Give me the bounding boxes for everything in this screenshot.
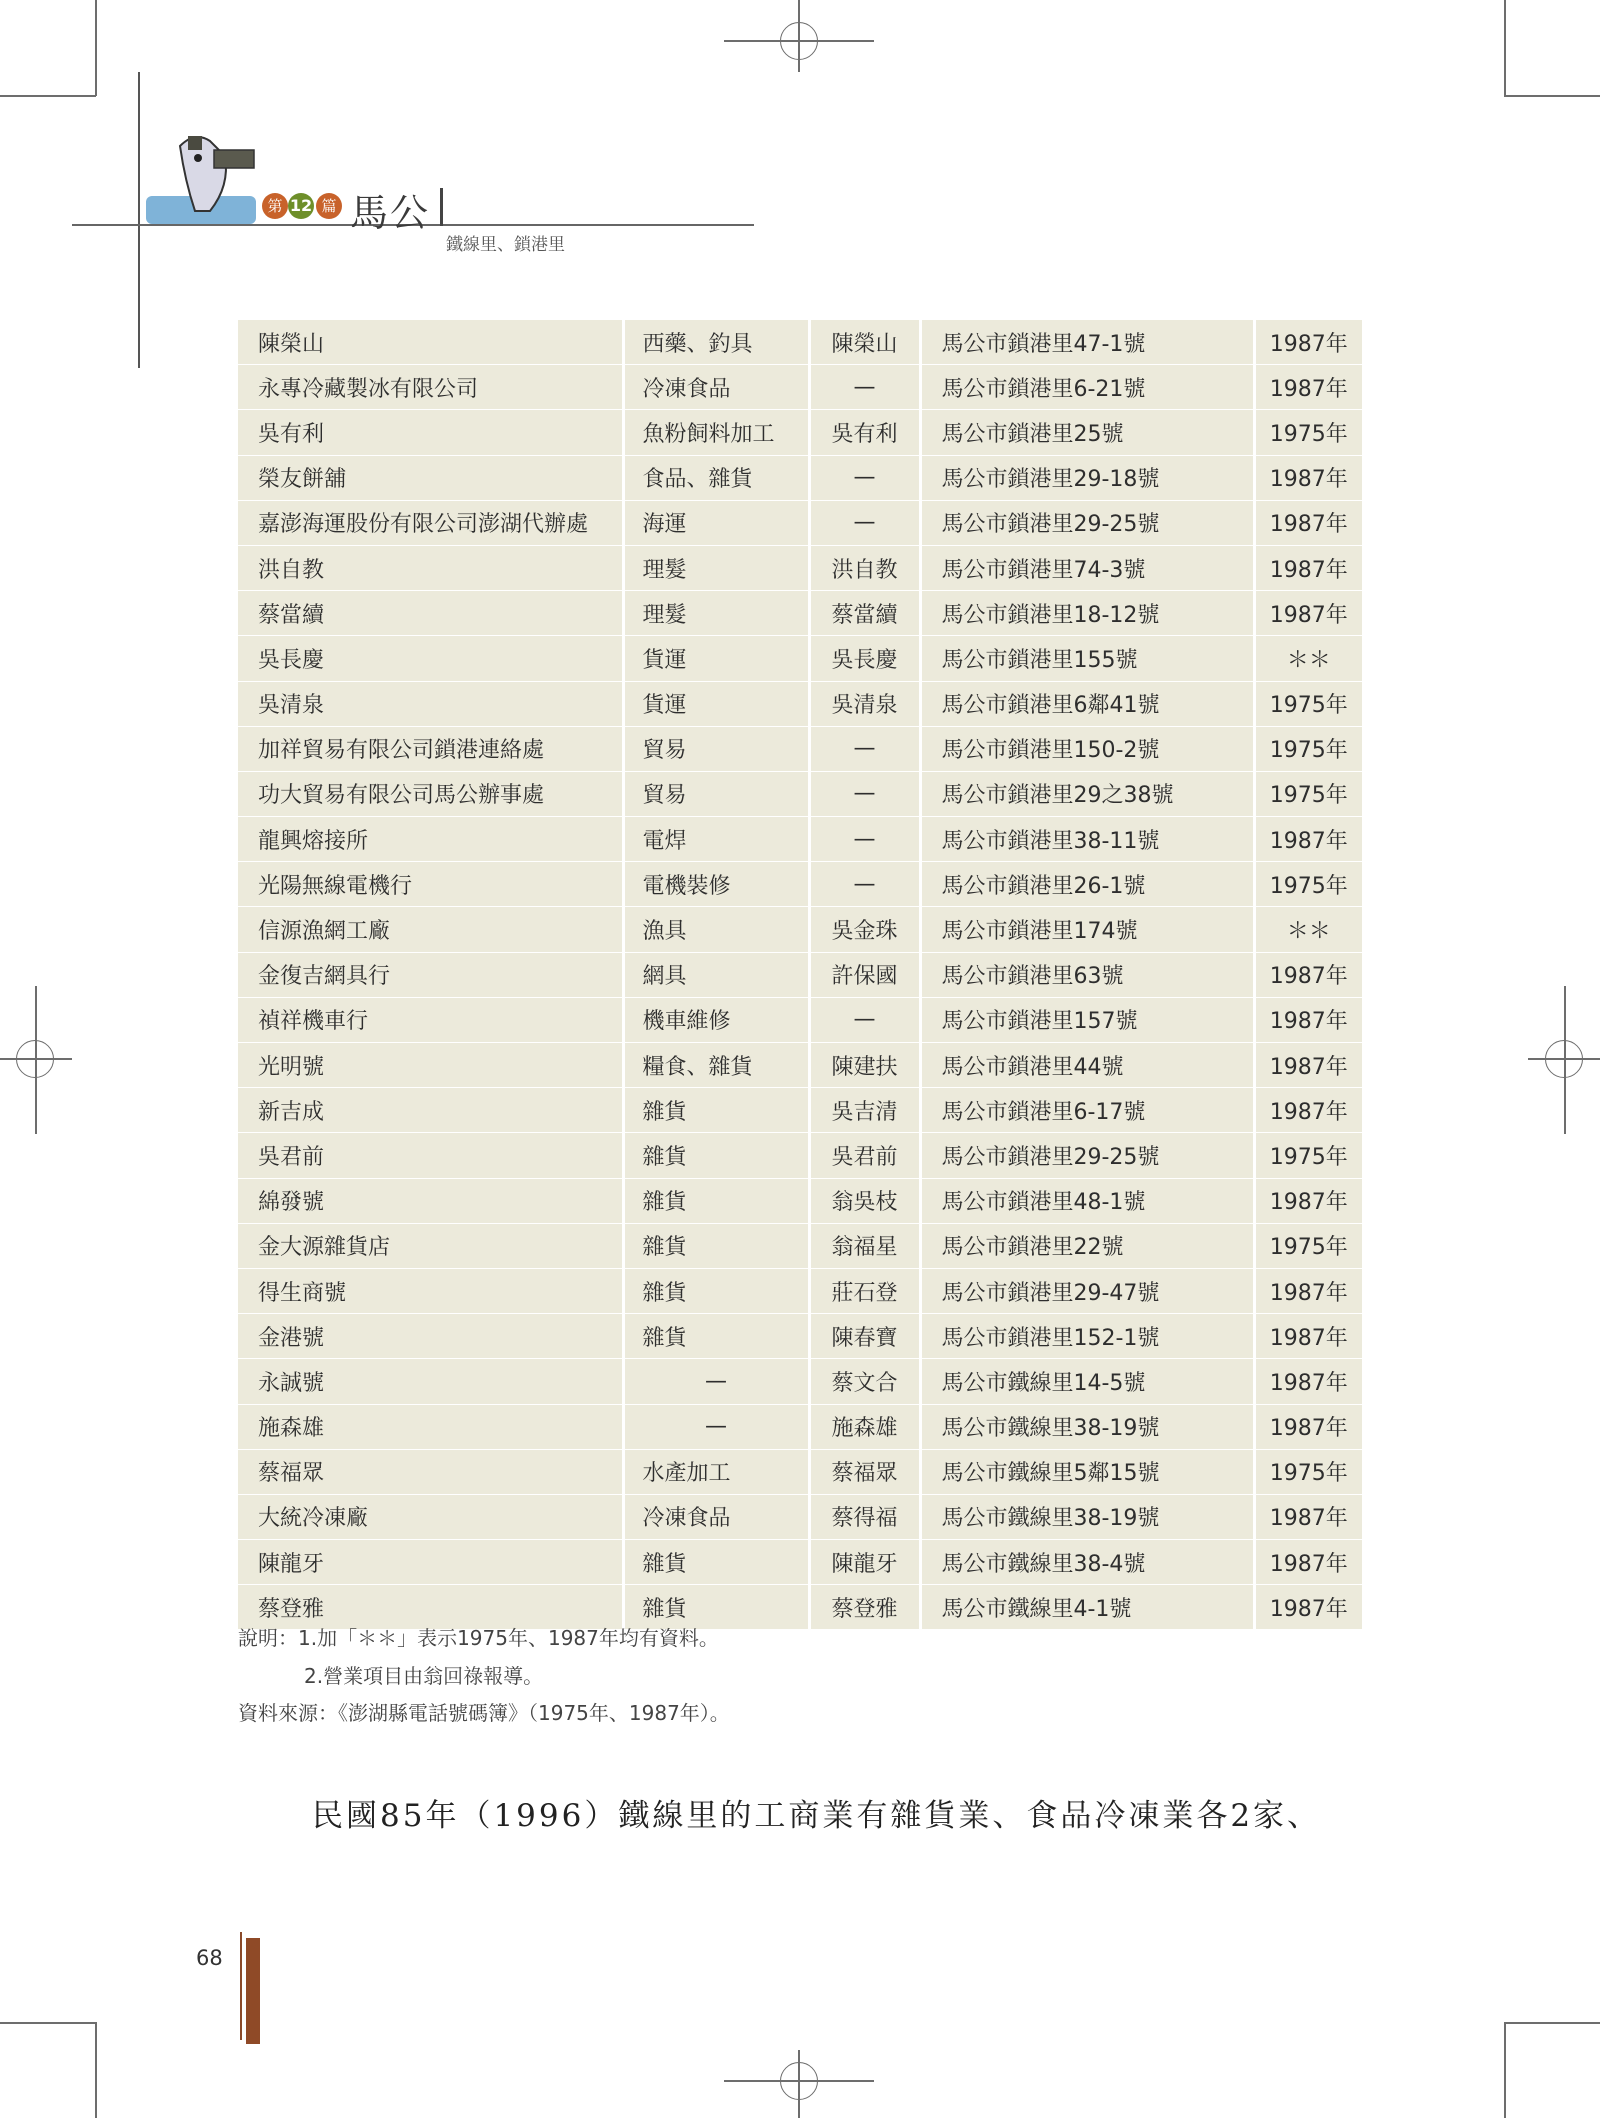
cell-year: 1975年 — [1254, 862, 1362, 907]
table-row — [238, 1178, 1362, 1223]
cell-owner: — — [809, 817, 920, 862]
cell-owner: — — [809, 365, 920, 410]
cell-address: 馬公市鎖港里150-2號 — [920, 726, 1254, 771]
cell-year: 1987年 — [1254, 817, 1362, 862]
cell-business-item: 雜貨 — [623, 1540, 809, 1585]
cell-business-item: 冷凍食品 — [623, 1494, 809, 1539]
cell-address: 馬公市鎖港里29-47號 — [920, 1268, 1254, 1313]
table-row — [238, 455, 1362, 500]
table-source: 資料來源：《澎湖縣電話號碼簿》（1975年、1987年）。 — [238, 1701, 730, 1725]
cell-owner: 陳建扶 — [809, 1043, 920, 1088]
cell-year: 1987年 — [1254, 1494, 1362, 1539]
cell-year: 1975年 — [1254, 1133, 1362, 1178]
cell-address: 馬公市鎖港里74-3號 — [920, 545, 1254, 590]
cell-address: 馬公市鐵線里38-19號 — [920, 1494, 1254, 1539]
cell-business-name: 龍興熔接所 — [238, 817, 623, 862]
cell-business-item: — — [623, 1359, 809, 1404]
cell-business-item: 海運 — [623, 500, 809, 545]
cell-business-name: 吳長慶 — [238, 636, 623, 681]
cell-address: 馬公市鎖港里47-1號 — [920, 320, 1254, 365]
business-table — [238, 320, 1362, 1630]
table-row — [238, 1449, 1362, 1494]
cell-address: 馬公市鎖港里48-1號 — [920, 1178, 1254, 1223]
table-row — [238, 1133, 1362, 1178]
cell-owner: 吳有利 — [809, 410, 920, 455]
cell-business-item: 漁具 — [623, 907, 809, 952]
cell-owner: 陳榮山 — [809, 320, 920, 365]
cell-year: 1987年 — [1254, 500, 1362, 545]
cell-business-item: 雜貨 — [623, 1585, 809, 1630]
cell-business-item: 理髮 — [623, 591, 809, 636]
table-row — [238, 771, 1362, 816]
table-row — [238, 1223, 1362, 1268]
cell-owner: 蔡當續 — [809, 591, 920, 636]
cell-year: 1987年 — [1254, 997, 1362, 1042]
cell-business-item: 貿易 — [623, 726, 809, 771]
cell-address: 馬公市鐵線里4-1號 — [920, 1585, 1254, 1630]
cell-year: 1987年 — [1254, 1268, 1362, 1313]
cell-year: 1987年 — [1254, 1359, 1362, 1404]
cell-owner: 吳吉清 — [809, 1088, 920, 1133]
cell-business-item: 雜貨 — [623, 1268, 809, 1313]
chapter-prefix-badge: 第 — [262, 193, 288, 219]
cell-address: 馬公市鐵線里38-4號 — [920, 1540, 1254, 1585]
cell-business-name: 金復吉網具行 — [238, 952, 623, 997]
cell-business-item: 水產加工 — [623, 1449, 809, 1494]
table-row — [238, 862, 1362, 907]
cell-owner: 陳春寶 — [809, 1314, 920, 1359]
cell-owner: 吳清泉 — [809, 681, 920, 726]
cell-owner: — — [809, 862, 920, 907]
cell-business-name: 綿發號 — [238, 1178, 623, 1223]
chapter-number-badge: 12 — [288, 193, 314, 219]
cell-business-name: 信源漁網工廠 — [238, 907, 623, 952]
cell-business-name: 蔡福眾 — [238, 1449, 623, 1494]
cell-business-name: 功大貿易有限公司馬公辦事處 — [238, 771, 623, 816]
cell-address: 馬公市鎖港里63號 — [920, 952, 1254, 997]
cell-owner: 蔡文合 — [809, 1359, 920, 1404]
cell-business-name: 吳有利 — [238, 410, 623, 455]
cell-year: 1975年 — [1254, 681, 1362, 726]
cell-owner: — — [809, 455, 920, 500]
table-row — [238, 1494, 1362, 1539]
table-row — [238, 997, 1362, 1042]
cell-year: 1987年 — [1254, 591, 1362, 636]
cell-address: 馬公市鎖港里29-25號 — [920, 500, 1254, 545]
cell-address: 馬公市鎖港里38-11號 — [920, 817, 1254, 862]
cell-business-item: 電焊 — [623, 817, 809, 862]
cell-business-name: 嘉澎海運股份有限公司澎湖代辦處 — [238, 500, 623, 545]
cell-business-item: 貿易 — [623, 771, 809, 816]
cell-address: 馬公市鎖港里152-1號 — [920, 1314, 1254, 1359]
cell-business-name: 榮友餅舖 — [238, 455, 623, 500]
cell-business-item: 食品、雜貨 — [623, 455, 809, 500]
table-row — [238, 681, 1362, 726]
table-row — [238, 545, 1362, 590]
cell-owner: — — [809, 726, 920, 771]
table-row — [238, 320, 1362, 365]
cell-address: 馬公市鎖港里29之38號 — [920, 771, 1254, 816]
cell-owner: 翁吳枝 — [809, 1178, 920, 1223]
cell-business-item: 魚粉飼料加工 — [623, 410, 809, 455]
table-row — [238, 952, 1362, 997]
cell-address: 馬公市鎖港里6-17號 — [920, 1088, 1254, 1133]
cell-owner: 吳長慶 — [809, 636, 920, 681]
cell-business-name: 光陽無線電機行 — [238, 862, 623, 907]
table-row — [238, 726, 1362, 771]
cell-year: 1987年 — [1254, 455, 1362, 500]
cell-address: 馬公市鎖港里6鄰41號 — [920, 681, 1254, 726]
cell-business-name: 金港號 — [238, 1314, 623, 1359]
cell-owner: 洪自教 — [809, 545, 920, 590]
cell-business-name: 施森雄 — [238, 1404, 623, 1449]
cell-address: 馬公市鎖港里157號 — [920, 997, 1254, 1042]
cell-year: 1987年 — [1254, 1585, 1362, 1630]
cell-business-item: — — [623, 1404, 809, 1449]
cell-year: 1987年 — [1254, 1404, 1362, 1449]
cell-business-item: 貨運 — [623, 681, 809, 726]
cell-address: 馬公市鐵線里38-19號 — [920, 1404, 1254, 1449]
cell-year: 1987年 — [1254, 320, 1362, 365]
cell-business-item: 西藥、釣具 — [623, 320, 809, 365]
cell-address: 馬公市鎖港里155號 — [920, 636, 1254, 681]
cell-year: 1987年 — [1254, 545, 1362, 590]
cell-business-name: 吳君前 — [238, 1133, 623, 1178]
cell-year: 1975年 — [1254, 771, 1362, 816]
cell-business-name: 陳龍牙 — [238, 1540, 623, 1585]
cell-year: 1987年 — [1254, 952, 1362, 997]
chapter-suffix-badge: 篇 — [316, 193, 342, 219]
cell-business-item: 雜貨 — [623, 1178, 809, 1223]
cell-owner: 陳龍牙 — [809, 1540, 920, 1585]
cell-business-name: 得生商號 — [238, 1268, 623, 1313]
cell-year: 1975年 — [1254, 410, 1362, 455]
table-row — [238, 636, 1362, 681]
cell-business-name: 禎祥機車行 — [238, 997, 623, 1042]
cell-owner: 翁福星 — [809, 1223, 920, 1268]
cell-owner: — — [809, 771, 920, 816]
cell-address: 馬公市鎖港里44號 — [920, 1043, 1254, 1088]
cell-business-name: 蔡登雅 — [238, 1585, 623, 1630]
table-row — [238, 365, 1362, 410]
cell-address: 馬公市鎖港里25號 — [920, 410, 1254, 455]
cell-owner: 許保國 — [809, 952, 920, 997]
cell-business-item: 雜貨 — [623, 1088, 809, 1133]
cell-business-item: 糧食、雜貨 — [623, 1043, 809, 1088]
cell-year: ＊＊ — [1254, 907, 1362, 952]
table-row — [238, 1359, 1362, 1404]
windmill-statue-icon — [140, 126, 260, 226]
title-divider — [440, 188, 443, 226]
cell-owner: 蔡福眾 — [809, 1449, 920, 1494]
body-paragraph: 民國85年（1996）鐵線里的工商業有雜貨業、食品冷凍業各2家、 — [312, 1798, 1322, 1834]
cell-business-item: 雜貨 — [623, 1133, 809, 1178]
cell-business-item: 電機裝修 — [623, 862, 809, 907]
cell-business-name: 陳榮山 — [238, 320, 623, 365]
cell-owner: 吳金珠 — [809, 907, 920, 952]
cell-year: ＊＊ — [1254, 636, 1362, 681]
table-row — [238, 1314, 1362, 1359]
table-row — [238, 500, 1362, 545]
cell-business-name: 永專冷藏製冰有限公司 — [238, 365, 623, 410]
cell-address: 馬公市鎖港里29-25號 — [920, 1133, 1254, 1178]
page-bar-line — [240, 1932, 242, 2040]
page-bar — [246, 1938, 260, 2044]
table-row — [238, 1043, 1362, 1088]
cell-owner: 吳君前 — [809, 1133, 920, 1178]
cell-address: 馬公市鐵線里5鄰15號 — [920, 1449, 1254, 1494]
table-note-2: 2.營業項目由翁回祿報導。 — [304, 1664, 544, 1688]
cell-business-item: 貨運 — [623, 636, 809, 681]
cell-address: 馬公市鎖港里18-12號 — [920, 591, 1254, 636]
cell-business-item: 網具 — [623, 952, 809, 997]
cell-business-name: 蔡當續 — [238, 591, 623, 636]
cell-year: 1975年 — [1254, 1449, 1362, 1494]
cell-address: 馬公市鐵線里14-5號 — [920, 1359, 1254, 1404]
table-row — [238, 817, 1362, 862]
cell-business-name: 光明號 — [238, 1043, 623, 1088]
cell-year: 1987年 — [1254, 1314, 1362, 1359]
cell-business-name: 大統冷凍廠 — [238, 1494, 623, 1539]
table-row — [238, 1268, 1362, 1313]
cell-owner: 莊石登 — [809, 1268, 920, 1313]
table-row — [238, 1404, 1362, 1449]
cell-owner: — — [809, 500, 920, 545]
cell-address: 馬公市鎖港里174號 — [920, 907, 1254, 952]
cell-address: 馬公市鎖港里6-21號 — [920, 365, 1254, 410]
cell-owner: — — [809, 997, 920, 1042]
cell-year: 1975年 — [1254, 1223, 1362, 1268]
cell-business-item: 雜貨 — [623, 1314, 809, 1359]
page-number: 68 — [196, 1946, 223, 1970]
cell-address: 馬公市鎖港里22號 — [920, 1223, 1254, 1268]
cell-year: 1987年 — [1254, 1088, 1362, 1133]
table-row — [238, 907, 1362, 952]
cell-business-item: 雜貨 — [623, 1223, 809, 1268]
cell-business-name: 新吉成 — [238, 1088, 623, 1133]
cell-year: 1987年 — [1254, 365, 1362, 410]
cell-business-name: 永誠號 — [238, 1359, 623, 1404]
cell-owner: 蔡登雅 — [809, 1585, 920, 1630]
table-row — [238, 1088, 1362, 1133]
chapter-title: 馬公 — [350, 191, 431, 235]
table-row — [238, 591, 1362, 636]
cell-business-name: 吳清泉 — [238, 681, 623, 726]
cell-business-item: 機車維修 — [623, 997, 809, 1042]
cell-year: 1987年 — [1254, 1178, 1362, 1223]
cell-business-name: 金大源雜貨店 — [238, 1223, 623, 1268]
cell-business-name: 加祥貿易有限公司鎖港連絡處 — [238, 726, 623, 771]
table-row — [238, 1540, 1362, 1585]
cell-year: 1987年 — [1254, 1540, 1362, 1585]
table-note-1: 說明：1.加「＊＊」表示1975年、1987年均有資料。 — [238, 1626, 719, 1650]
cell-year: 1975年 — [1254, 726, 1362, 771]
cell-business-item: 理髮 — [623, 545, 809, 590]
cell-business-name: 洪自教 — [238, 545, 623, 590]
cell-address: 馬公市鎖港里26-1號 — [920, 862, 1254, 907]
page-subtitle: 鐵線里、鎖港里 — [446, 235, 565, 255]
cell-year: 1987年 — [1254, 1043, 1362, 1088]
cell-owner: 施森雄 — [809, 1404, 920, 1449]
cell-business-item: 冷凍食品 — [623, 365, 809, 410]
table-row — [238, 410, 1362, 455]
cell-owner: 蔡得福 — [809, 1494, 920, 1539]
cell-address: 馬公市鎖港里29-18號 — [920, 455, 1254, 500]
